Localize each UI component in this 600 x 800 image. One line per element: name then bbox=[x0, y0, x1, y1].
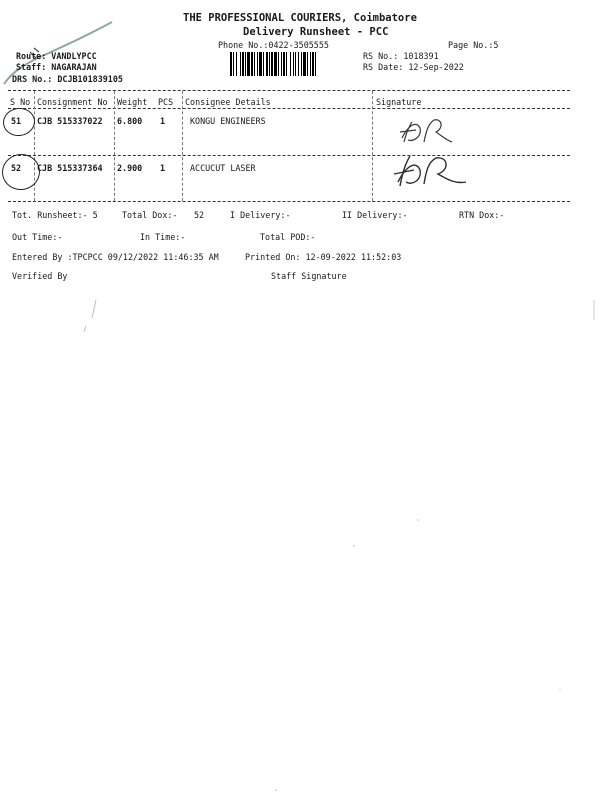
total-dox-value: 52 bbox=[194, 210, 205, 220]
company-title: THE PROFESSIONAL COURIERS, Coimbatore bbox=[183, 12, 417, 24]
phone-number: Phone No.:0422-3505555 bbox=[218, 40, 329, 50]
row-pcs: 1 bbox=[160, 163, 166, 173]
out-time: Out Time:- bbox=[12, 232, 63, 242]
col-header-consignee: Consignee Details bbox=[185, 97, 271, 107]
row-consignee: KONGU ENGINEERS bbox=[190, 116, 266, 126]
total-dox-label: Total Dox:- bbox=[122, 210, 178, 220]
rs-number: RS No.: 1018391 bbox=[363, 51, 439, 61]
row-weight: 2.900 bbox=[117, 163, 143, 173]
col-header-weight: Weight bbox=[117, 97, 148, 107]
col-header-sno: S No bbox=[10, 97, 31, 107]
row-consignee: ACCUCUT LASER bbox=[190, 163, 256, 173]
in-time: In Time:- bbox=[140, 232, 186, 242]
total-pod: Total POD:- bbox=[260, 232, 316, 242]
row-pcs: 1 bbox=[160, 116, 166, 126]
rs-date: RS Date: 12-Sep-2022 bbox=[363, 62, 464, 72]
row-sno: 52 bbox=[11, 163, 22, 173]
page-number: Page No.:5 bbox=[448, 40, 499, 50]
printed-on: Printed On: 12-09-2022 11:52:03 bbox=[245, 252, 402, 262]
route-label: Route: VANDLYPCC bbox=[16, 51, 97, 61]
total-runsheet: Tot. Runsheet:- 5 bbox=[12, 210, 98, 220]
entered-by: Entered By :TPCPCC 09/12/2022 11:46:35 AM bbox=[12, 252, 219, 262]
row-consignment-no: CJB 515337364 bbox=[37, 163, 103, 173]
drs-number: DRS No.: DCJB101839105 bbox=[12, 74, 123, 84]
row-consignment-no: CJB 515337022 bbox=[37, 116, 103, 126]
ii-delivery: II Delivery:- bbox=[342, 210, 408, 220]
rtn-dox: RTN Dox:- bbox=[459, 210, 505, 220]
staff-label: Staff: NAGARAJAN bbox=[16, 62, 97, 72]
row-weight: 6.800 bbox=[117, 116, 143, 126]
document-title: Delivery Runsheet - PCC bbox=[243, 26, 389, 38]
row-sno: 51 bbox=[11, 116, 22, 126]
col-header-pcs: PCS bbox=[158, 97, 174, 107]
i-delivery: I Delivery:- bbox=[230, 210, 291, 220]
staff-signature-label: Staff Signature bbox=[271, 271, 347, 281]
verified-by: Verified By bbox=[12, 271, 68, 281]
col-header-consignment: Consignment No bbox=[37, 97, 108, 107]
col-header-signature: Signature bbox=[376, 97, 422, 107]
